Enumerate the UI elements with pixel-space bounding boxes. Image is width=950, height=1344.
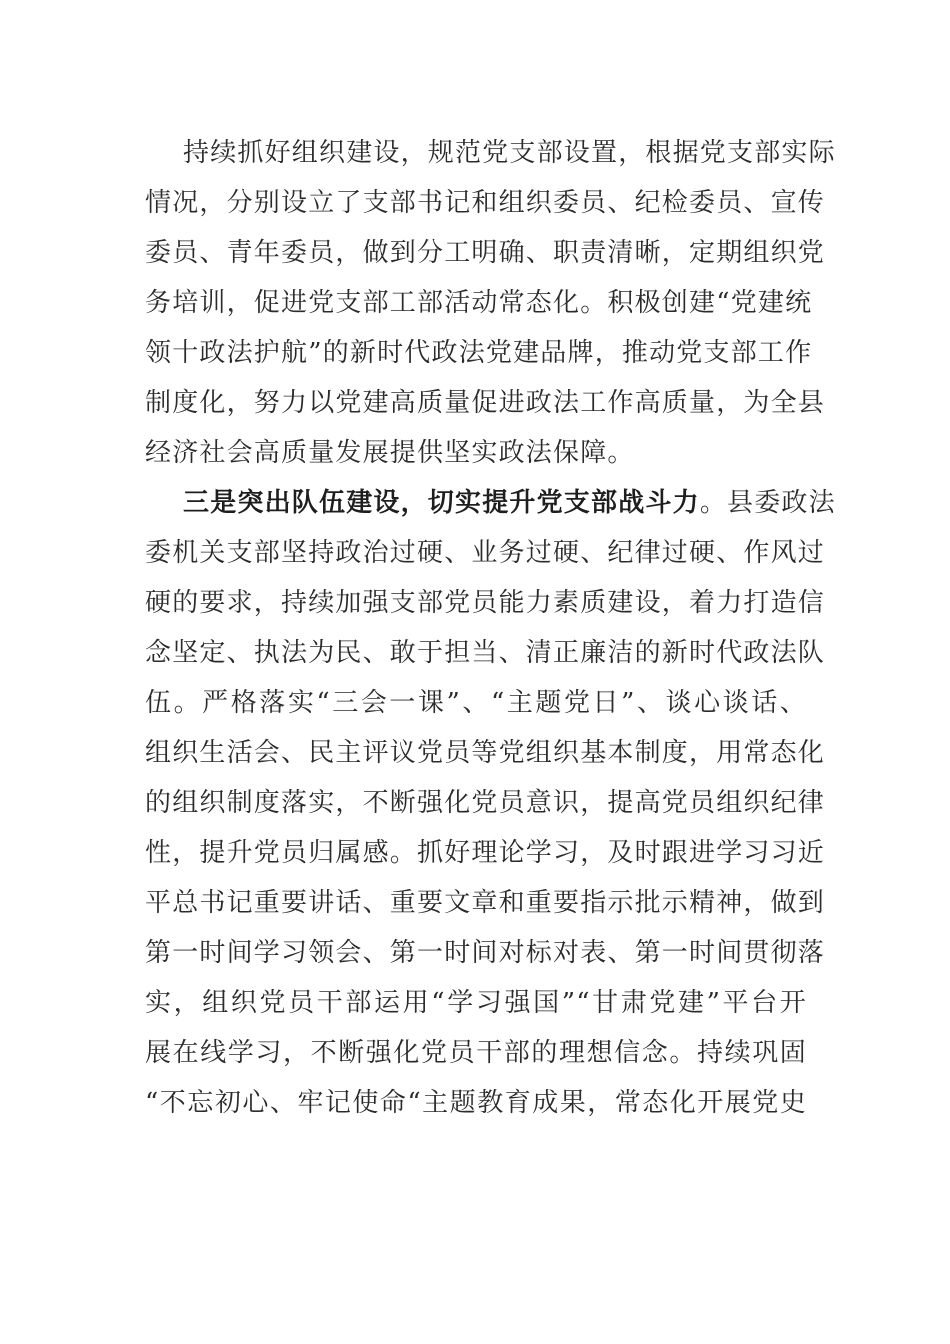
text-line: 的组织制度落实，不断强化党员意识，提高党员组织纪律 (145, 788, 826, 818)
text-line: 实，组织党员干部运用“学习强国”“甘肃党建”平台开 (145, 988, 807, 1018)
text-line: 委机关支部坚持政治过硬、业务过硬、纪律过硬、作风过 (145, 538, 826, 568)
text-line: 性，提升党员归属感。抓好理论学习，及时跟进学习习近 (145, 838, 826, 868)
text-line: 务培训，促进党支部工部活动常态化。积极创建“党建统 (145, 288, 813, 318)
paragraph-team-building (145, 478, 836, 1128)
text-line: 制度化，努力以党建高质量促进政法工作高质量，为全县 (145, 388, 826, 418)
text-line: 组织生活会、民主评议党员等党组织基本制度，用常态化 (145, 738, 826, 768)
text-line: 领十政法护航”的新时代政法党建品牌，推动党支部工作 (145, 338, 813, 368)
text-line: 经济社会高质量发展提供坚实政法保障。 (145, 438, 635, 468)
text-line: 委员、青年委员，做到分工明确、职责清晰，定期组织党 (145, 238, 826, 268)
section-heading: 三是突出队伍建设，切实提升党支部战斗力 (183, 488, 700, 518)
text-line: 第一时间学习领会、第一时间对标对表、第一时间贯彻落 (145, 938, 826, 968)
text-line: “不忘初心、牢记使命“主题教育成果，常态化开展党史 (145, 1088, 807, 1118)
document-body (145, 128, 836, 1128)
text-line: 平总书记重要讲话、重要文章和重要指示批示精神，做到 (145, 888, 826, 918)
paragraph-organization-building (145, 128, 836, 478)
text-line: 念坚定、执法为民、敢于担当、清正廉洁的新时代政法队 (145, 638, 826, 668)
text-line: 展在线学习，不断强化党员干部的理想信念。持续巩固 (145, 1038, 807, 1068)
text-line-with-heading (145, 478, 836, 528)
text-line: 伍。严格落实“三会一课”、“主题党日”、谈心谈话、 (145, 688, 807, 718)
text-line: 情况，分别设立了支部书记和组织委员、纪检委员、宣传 (145, 188, 826, 218)
text-line: 持续抓好组织建设，规范党支部设置，根据党支部实际 (183, 138, 836, 168)
heading-line-rest: 。县委政法 (699, 488, 836, 518)
text-line: 硬的要求，持续加强支部党员能力素质建设，着力打造信 (145, 588, 826, 618)
